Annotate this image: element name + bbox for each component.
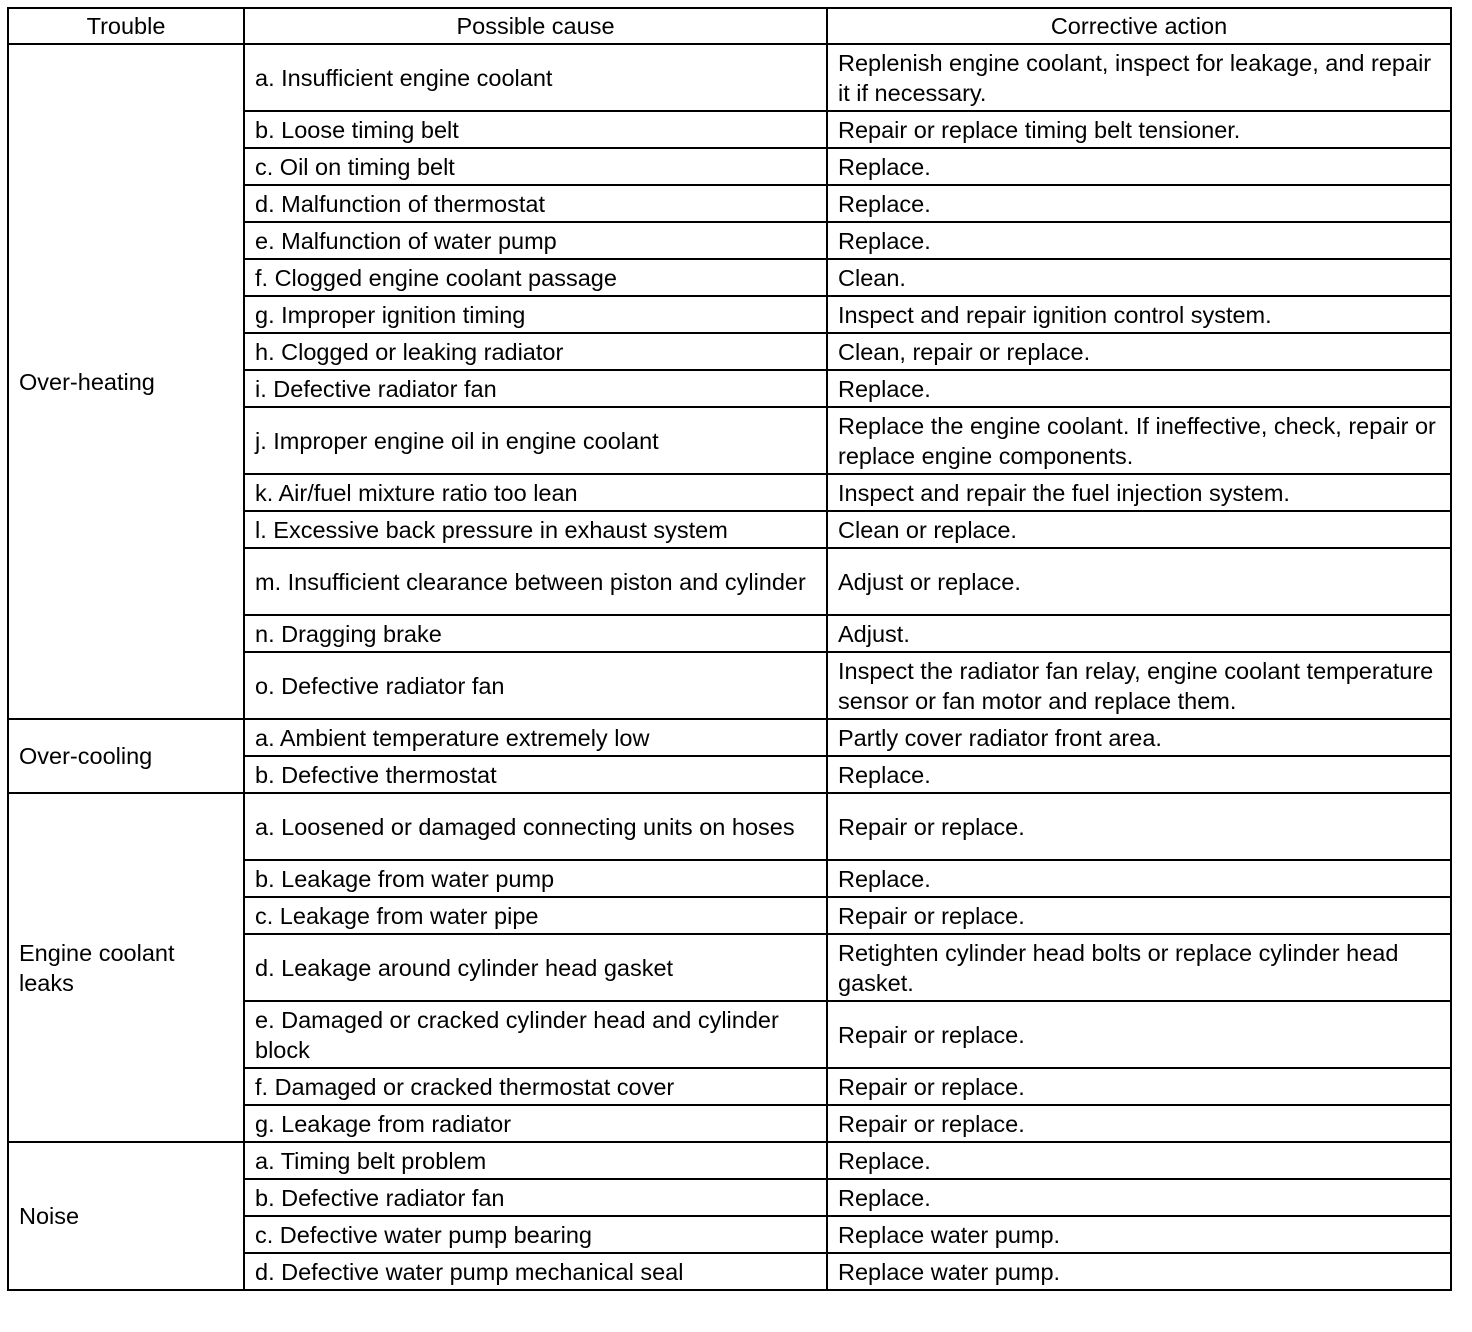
- cause-cell: h. Clogged or leaking radiator: [244, 333, 827, 370]
- action-cell: Replace.: [827, 860, 1451, 897]
- action-cell: Adjust.: [827, 615, 1451, 652]
- action-cell: Replace.: [827, 222, 1451, 259]
- action-cell: Clean.: [827, 259, 1451, 296]
- cause-cell: b. Loose timing belt: [244, 111, 827, 148]
- cause-cell: n. Dragging brake: [244, 615, 827, 652]
- action-cell: Replace the engine coolant. If ineffective, check, repair or replace engine components.: [827, 407, 1451, 474]
- cause-cell: o. Defective radiator fan: [244, 652, 827, 719]
- cause-cell: f. Clogged engine coolant passage: [244, 259, 827, 296]
- cause-cell: e. Damaged or cracked cylinder head and cylinder block: [244, 1001, 827, 1068]
- action-cell: Repair or replace.: [827, 1105, 1451, 1142]
- action-cell: Replace.: [827, 370, 1451, 407]
- action-cell: Replace.: [827, 1142, 1451, 1179]
- cause-cell: a. Loosened or damaged connecting units on hoses: [244, 793, 827, 860]
- table-body: [8, 44, 1451, 1290]
- action-cell: Replace water pump.: [827, 1253, 1451, 1290]
- header-trouble: Trouble: [8, 8, 244, 44]
- cause-cell: g. Leakage from radiator: [244, 1105, 827, 1142]
- trouble-engine-coolant-leaks: Engine coolant leaks: [8, 793, 244, 1142]
- cause-cell: g. Improper ignition timing: [244, 296, 827, 333]
- header-possible-cause: Possible cause: [244, 8, 827, 44]
- cause-cell: a. Timing belt problem: [244, 1142, 827, 1179]
- cause-cell: a. Insufficient engine coolant: [244, 44, 827, 111]
- cause-cell: l. Excessive back pressure in exhaust system: [244, 511, 827, 548]
- action-cell: Replenish engine coolant, inspect for leakage, and repair it if necessary.: [827, 44, 1451, 111]
- cause-cell: b. Defective thermostat: [244, 756, 827, 793]
- action-cell: Replace.: [827, 185, 1451, 222]
- action-cell: Repair or replace timing belt tensioner.: [827, 111, 1451, 148]
- action-cell: Replace.: [827, 1179, 1451, 1216]
- cause-cell: d. Malfunction of thermostat: [244, 185, 827, 222]
- table-header: [8, 8, 1451, 44]
- troubleshooting-table: [7, 7, 1452, 1291]
- table-row: [8, 1142, 1451, 1179]
- table-row: [8, 793, 1451, 860]
- cause-cell: a. Ambient temperature extremely low: [244, 719, 827, 756]
- cause-cell: c. Defective water pump bearing: [244, 1216, 827, 1253]
- header-row: [8, 8, 1451, 44]
- action-cell: Replace.: [827, 756, 1451, 793]
- action-cell: Inspect and repair the fuel injection system.: [827, 474, 1451, 511]
- cause-cell: d. Defective water pump mechanical seal: [244, 1253, 827, 1290]
- action-cell: Clean or replace.: [827, 511, 1451, 548]
- cause-cell: b. Leakage from water pump: [244, 860, 827, 897]
- action-cell: Inspect and repair ignition control system.: [827, 296, 1451, 333]
- cause-cell: k. Air/fuel mixture ratio too lean: [244, 474, 827, 511]
- cause-cell: f. Damaged or cracked thermostat cover: [244, 1068, 827, 1105]
- table-row: [8, 719, 1451, 756]
- action-cell: Repair or replace.: [827, 793, 1451, 860]
- action-cell: Retighten cylinder head bolts or replace cylinder head gasket.: [827, 934, 1451, 1001]
- action-cell: Clean, repair or replace.: [827, 333, 1451, 370]
- action-cell: Replace.: [827, 148, 1451, 185]
- table-row: [8, 44, 1451, 111]
- action-cell: Repair or replace.: [827, 897, 1451, 934]
- header-corrective-action: Corrective action: [827, 8, 1451, 44]
- cause-cell: d. Leakage around cylinder head gasket: [244, 934, 827, 1001]
- trouble-noise: Noise: [8, 1142, 244, 1290]
- cause-cell: i. Defective radiator fan: [244, 370, 827, 407]
- action-cell: Partly cover radiator front area.: [827, 719, 1451, 756]
- action-cell: Inspect the radiator fan relay, engine coolant temperature sensor or fan motor and replace them.: [827, 652, 1451, 719]
- action-cell: Replace water pump.: [827, 1216, 1451, 1253]
- cause-cell: e. Malfunction of water pump: [244, 222, 827, 259]
- action-cell: Repair or replace.: [827, 1001, 1451, 1068]
- cause-cell: m. Insufficient clearance between piston and cylinder: [244, 548, 827, 615]
- trouble-over-cooling: Over-cooling: [8, 719, 244, 793]
- cause-cell: b. Defective radiator fan: [244, 1179, 827, 1216]
- action-cell: Adjust or replace.: [827, 548, 1451, 615]
- cause-cell: j. Improper engine oil in engine coolant: [244, 407, 827, 474]
- cause-cell: c. Leakage from water pipe: [244, 897, 827, 934]
- trouble-over-heating: Over-heating: [8, 44, 244, 719]
- action-cell: Repair or replace.: [827, 1068, 1451, 1105]
- cause-cell: c. Oil on timing belt: [244, 148, 827, 185]
